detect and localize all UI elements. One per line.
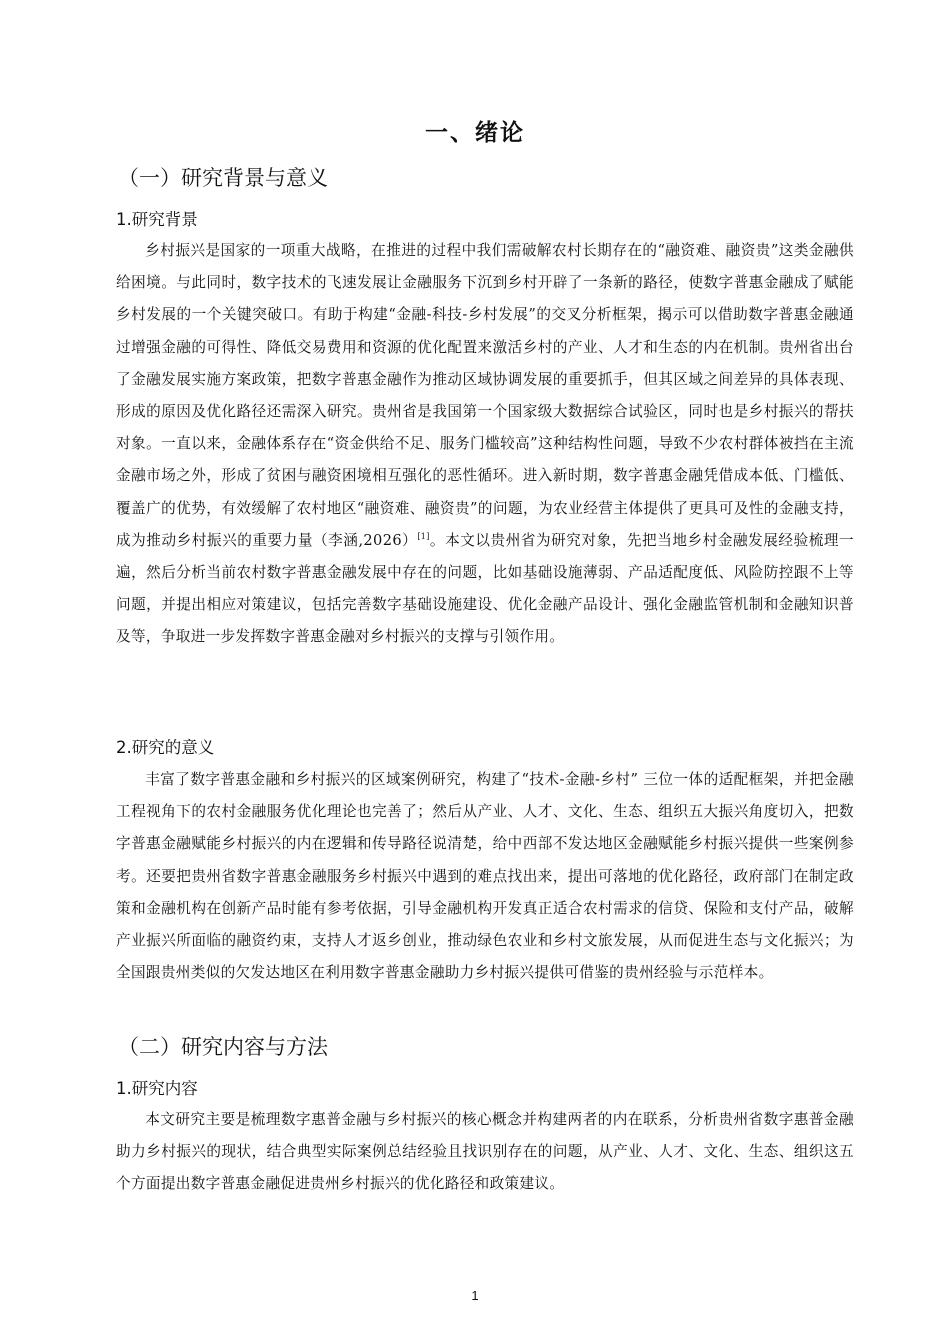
- paragraph-background-text-1: 乡村振兴是国家的一项重大战略，在推进的过程中我们需破解农村长期存在的“融资难、融资贵”这类金融供给困境。与此同时，数字技术的飞速发展让金融服务下沉到乡村开辟了一条新的路径，使数字普惠金融成了赋能乡村发展的一个关键突破口。有助于构建“金融-科技-乡村发展”的交叉分析框架，揭示可以借助数字普惠金融通过增强金融的可得性、降低交易费用和资源的优化配置来激活乡村的产业、人才和生态的内在机制。贵州省出台了金融发展实施方案政策，把数字普惠金融作为推动区域协调发展的重要抓手，但其区域之间差异的具体表现、形成的原因及优化路径还需深入研究。贵州省是我国第一个国家级大数据综合试验区，同时也是乡村振兴的帮扶对象。一直以来，金融体系存在“资金供给不足、服务门槛较高”这种结构性问题，导致不少农村群体被挡在主流金融市场之外，形成了贫困与融资困境相互强化的恶性循环。进入新时期，数字普惠金融凭借成本低、门槛低、覆盖广的优势，有效缓解了农村地区“融资难、融资贵”的问题，为农业经营主体提供了更具可及性的金融支持，成为推动乡村振兴的重要力量（李涵,2026）: [116, 242, 854, 549]
- subsection-heading-background: 1.研究背景: [116, 210, 198, 229]
- paragraph-content: 本文研究主要是梳理数字惠普金融与乡村振兴的核心概念并构建两者的内在联系，分析贵州省数字惠普金融助力乡村振兴的现状，结合典型实际案例总结经验且找识别存在的问题，从产业、人才、文化、生态、组织这五个方面提出数字普惠金融促进贵州乡村振兴的优化路径和政策建议。: [116, 1111, 854, 1193]
- chapter-title: 一、绪论: [425, 120, 525, 146]
- subsection-heading-significance: 2.研究的意义: [116, 738, 215, 757]
- paragraph-significance: 丰富了数字普惠金融和乡村振兴的区域案例研究，构建了“技术-金融-乡村” 三位一体的适配框架，并把金融工程视角下的农村金融服务优化理论也完善了；然后从产业、人才、文化、生态、组织五大振兴角度切入，把数字普惠金融赋能乡村振兴的内在逻辑和传导路径说清楚，给中西部不发达地区金融赋能乡村振兴提供一些案例参考。还要把贵州省数字普惠金融服务乡村振兴中遇到的难点找出来，提出可落地的优化路径，政府部门在制定政策和金融机构在创新产品时能有参考依据，引导金融机构开发真正适合农村需求的信贷、保险和支付产品，破解产业振兴所面临的融资约束，支持人才返乡创业，推动绿色农业和乡村文旅发展，从而促进生态与文化振兴；为全国跟贵州类似的欠发达地区在利用数字普惠金融助力乡村振兴提供可借鉴的贵州经验与示范样本。: [116, 771, 854, 982]
- citation-mark: [1]: [417, 531, 430, 541]
- section-heading-background: （一）研究背景与意义: [118, 166, 328, 190]
- section-heading-content-methods: （二）研究内容与方法: [118, 1035, 328, 1059]
- page-number: 1: [471, 1288, 479, 1303]
- paragraph-background-text-2: 。本文以贵州省为研究对象，先把当地乡村金融发展经验梳理一遍，然后分析当前农村数字普惠金融发展中存在的问题，比如基础设施薄弱、产品适配度低、风险防控跟不上等问题，并提出相应对策建议，包括完善数字基础设施建设、优化金融产品设计、强化金融监管机制和金融知识普及等，争取进一步发挥数字普惠金融对乡村振兴的支撑与引领作用。: [116, 531, 854, 646]
- paragraph-background: [116, 235, 854, 654]
- subsection-heading-content: 1.研究内容: [116, 1079, 198, 1098]
